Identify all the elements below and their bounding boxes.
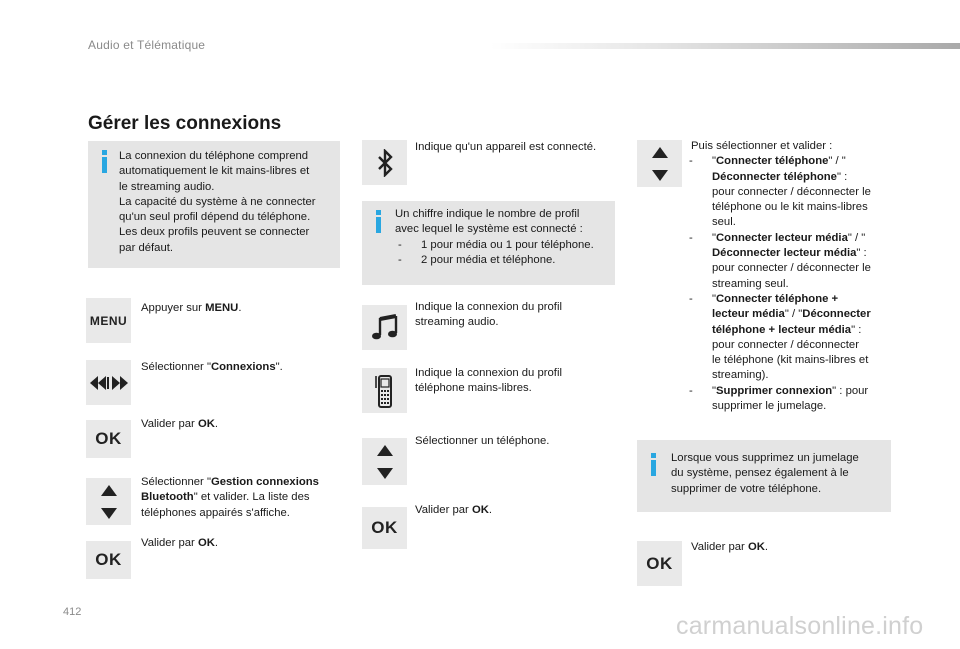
option-connect-phone: - "Connecter téléphone" / " Déconnecter téléphone" : pour connecter / déconnecter le téléphone ou le kit mains-libres seul. bbox=[689, 154, 896, 230]
page-number: 412 bbox=[63, 606, 82, 618]
select-phone-description: Sélectionner un téléphone. bbox=[415, 435, 550, 447]
list-item: - 1 pour média ou 1 pour téléphone. bbox=[398, 238, 610, 253]
seek-arrows-button[interactable] bbox=[86, 360, 131, 405]
step-validate-ok: Valider par OK. bbox=[415, 504, 493, 516]
list-item: - 2 pour média et téléphone. bbox=[398, 253, 610, 268]
step-press-menu: Appuyer sur MENU. bbox=[141, 302, 242, 314]
bluetooth-description: Indique qu'un appareil est connecté. bbox=[415, 141, 597, 153]
seek-arrows-icon bbox=[90, 376, 128, 390]
option-connect-media: - "Connecter lecteur média" / " Déconnecter lecteur média" : pour connecter / déconnecter le streaming seul. bbox=[689, 231, 896, 292]
note-line: le streaming audio. bbox=[119, 180, 215, 193]
section-header: Audio et Télématique bbox=[88, 38, 206, 52]
up-down-button[interactable] bbox=[362, 438, 407, 485]
up-down-arrows-icon bbox=[652, 147, 668, 181]
up-down-arrows-icon bbox=[377, 445, 393, 479]
step-select-connexions: Sélectionner "Connexions". bbox=[141, 361, 283, 373]
note-line: automatiquement le kit mains-libres et bbox=[119, 165, 310, 178]
header-gradient-bar bbox=[490, 43, 960, 49]
bluetooth-indicator bbox=[362, 140, 407, 185]
ok-button[interactable]: OK bbox=[86, 420, 131, 458]
up-down-arrows-icon bbox=[101, 485, 117, 519]
note-line: La connexion du téléphone comprend bbox=[119, 150, 309, 162]
info-icon bbox=[647, 453, 661, 477]
step-validate-ok: Valider par OK. bbox=[141, 537, 219, 549]
music-note-icon bbox=[370, 313, 400, 343]
step-validate-ok: Valider par OK. bbox=[691, 541, 769, 553]
info-note-connection bbox=[88, 141, 340, 268]
note-line: qu'un seul profil dépend du téléphone. bbox=[119, 211, 311, 224]
bluetooth-icon bbox=[377, 149, 393, 177]
page-title: Gérer les connexions bbox=[88, 113, 282, 134]
music-indicator bbox=[362, 305, 407, 350]
ok-button[interactable]: OK bbox=[637, 541, 682, 586]
note-line: La capacité du système à ne connecter bbox=[119, 195, 316, 208]
phone-indicator bbox=[362, 368, 407, 413]
info-note-delete: Lorsque vous supprimez un jumelage du système, pensez également à le supprimer de votre téléphone. bbox=[637, 440, 891, 512]
info-icon bbox=[372, 210, 386, 234]
connection-options bbox=[691, 139, 896, 414]
step-select-bluetooth-management: Sélectionner "Gestion connexions Bluetooth" et valider. La liste des téléphones appairés s'affiche. bbox=[141, 476, 319, 519]
up-down-button[interactable] bbox=[637, 140, 682, 187]
menu-button[interactable]: MENU bbox=[86, 298, 131, 343]
watermark: carmanualsonline.info bbox=[676, 612, 924, 640]
info-note-profiles: Un chiffre indique le nombre de profil avec lequel le système est connecté : - 1 pour média ou 1 pour téléphone. - 2 pour média et téléphone. bbox=[362, 201, 615, 285]
streaming-audio-description: Indique la connexion du profil streaming audio. bbox=[415, 301, 562, 329]
option-connect-both: - "Connecter téléphone + lecteur média" / "Déconnecter téléphone + lecteur média" : pour connecter / déconnecter le téléphone (kit mains-libres et streaming). bbox=[689, 292, 896, 384]
options-intro: Puis sélectionner et valider : bbox=[691, 140, 833, 152]
option-delete-connection: - "Supprimer connexion" : pour supprimer le jumelage. bbox=[689, 384, 896, 415]
mobile-phone-icon bbox=[375, 374, 395, 408]
up-down-button[interactable] bbox=[86, 478, 131, 525]
note-line: par défaut. bbox=[119, 241, 174, 254]
info-icon bbox=[98, 150, 112, 174]
handsfree-description: Indique la connexion du profil téléphone mains-libres. bbox=[415, 367, 562, 395]
ok-button[interactable]: OK bbox=[86, 541, 131, 579]
ok-button[interactable]: OK bbox=[362, 507, 407, 549]
note-line: Les deux profils peuvent se connecter bbox=[119, 226, 310, 239]
step-validate-ok: Valider par OK. bbox=[141, 418, 219, 430]
